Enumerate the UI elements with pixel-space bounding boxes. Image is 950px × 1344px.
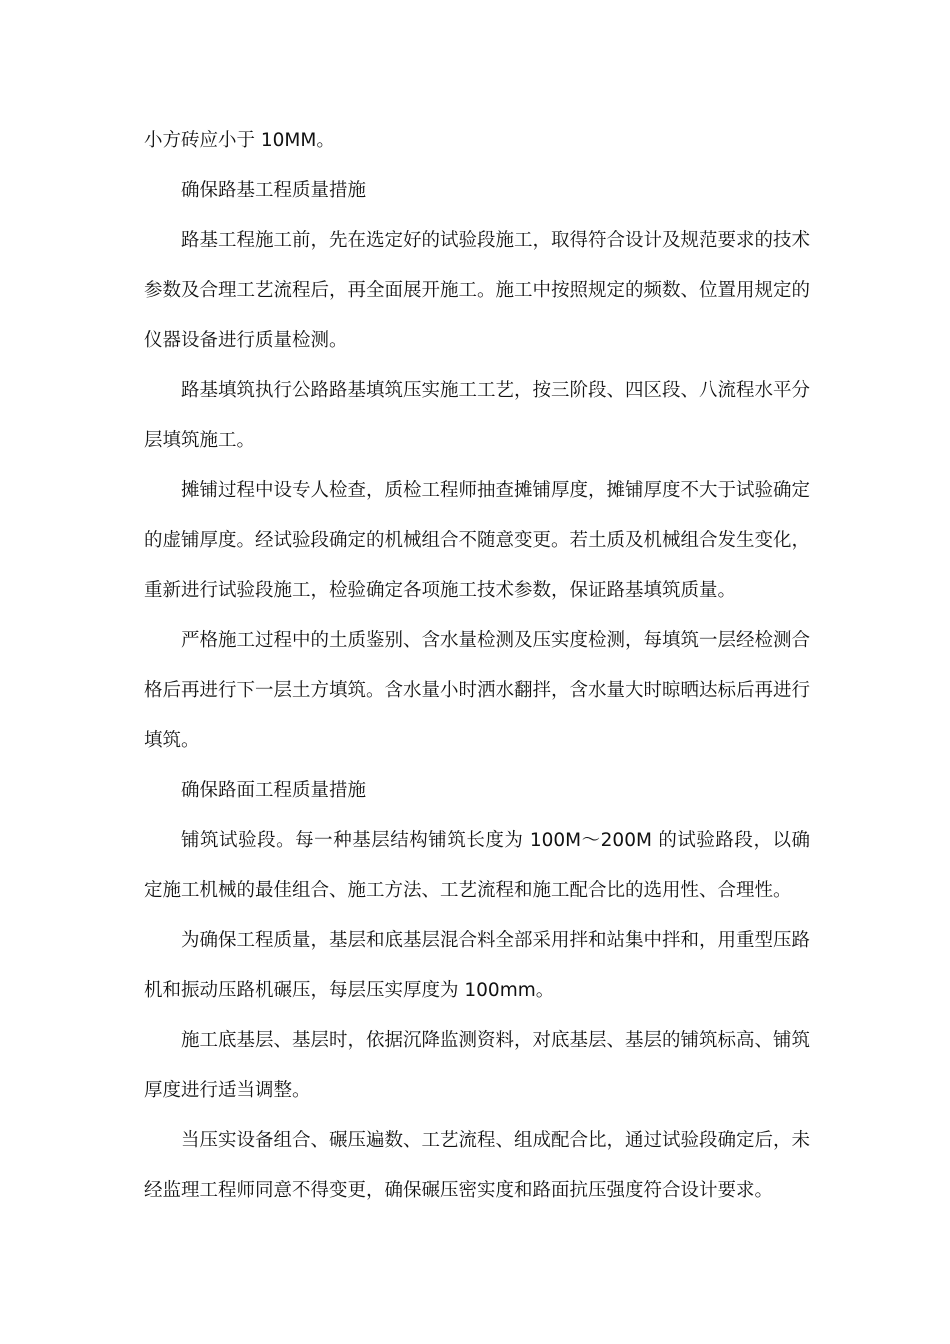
- paragraph: 当压实设备组合、碾压遍数、工艺流程、组成配合比，通过试验段确定后，未经监理工程师同意不得变更，确保碾压密实度和路面抗压强度符合设计要求。: [144, 1130, 811, 1201]
- paragraph: 严格施工过程中的土质鉴别、含水量检测及压实度检测，每填筑一层经检测合格后再进行下一层土方填筑。含水量小时洒水翻拌，含水量大时晾晒达标后再进行填筑。: [144, 630, 811, 751]
- paragraph: 为确保工程质量，基层和底基层混合料全部采用拌和站集中拌和，用重型压路机和振动压路机碾压，每层压实厚度为 100mm。: [144, 930, 811, 1001]
- paragraph: 摊铺过程中设专人检查，质检工程师抽查摊铺厚度，摊铺厚度不大于试验确定的虚铺厚度。经试验段确定的机械组合不随意变更。若土质及机械组合发生变化，重新进行试验段施工，检验确定各项施工技术参数，保证路基填筑质量。: [144, 480, 811, 601]
- paragraph: 路基填筑执行公路路基填筑压实施工工艺，按三阶段、四区段、八流程水平分层填筑施工。: [144, 380, 811, 451]
- paragraph: 铺筑试验段。每一种基层结构铺筑长度为 100M～200M 的试验路段，以确定施工机械的最佳组合、施工方法、工艺流程和施工配合比的选用性、合理性。: [144, 830, 810, 901]
- paragraph: 施工底基层、基层时，依据沉降监测资料，对底基层、基层的铺筑标高、铺筑厚度进行适当调整。: [144, 1030, 811, 1101]
- section-heading-subgrade: 确保路基工程质量措施: [181, 180, 367, 201]
- section-heading-pavement: 确保路面工程质量措施: [181, 780, 367, 801]
- paragraph: 路基工程施工前，先在选定好的试验段施工，取得符合设计及规范要求的技术参数及合理工艺流程后，再全面展开施工。施工中按照规定的频数、位置用规定的仪器设备进行质量检测。: [144, 230, 811, 351]
- document-page: [144, 116, 810, 1216]
- paragraph-continuation: 小方砖应小于 10MM。: [144, 130, 335, 151]
